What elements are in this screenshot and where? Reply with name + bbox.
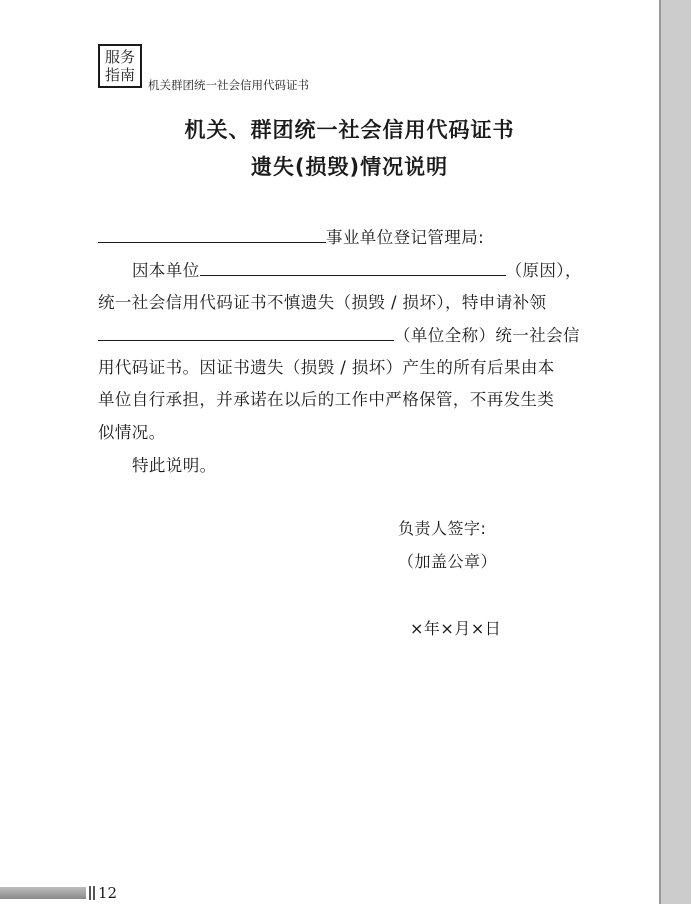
blank-agency <box>98 228 326 243</box>
unit-label: （单位全称）统一社会信 <box>394 326 580 345</box>
footer-bar <box>0 887 86 899</box>
paragraph-line-3 <box>98 322 601 346</box>
date-line: ×年×月×日 <box>410 619 502 638</box>
paragraph-line-4: 用代码证书。因证书遗失（损毁 / 损坏）产生的所有后果由本 <box>98 358 555 377</box>
paragraph-lead: 因本单位 <box>132 261 200 280</box>
page-edge <box>659 0 691 904</box>
addressee-line <box>98 224 601 248</box>
signer-label: 负责人签字: <box>398 519 487 538</box>
blank-reason <box>200 261 506 276</box>
blank-unit-name <box>98 326 394 341</box>
paragraph-line-5: 单位自行承担，并承诺在以后的工作中严格保管，不再发生类 <box>98 390 555 409</box>
closing-line: 特此说明。 <box>132 456 217 475</box>
badge-line-2: 指南 <box>104 66 135 84</box>
seal-label: （加盖公章） <box>398 552 498 571</box>
section-title: 机关群团统一社会信用代码证书 <box>148 78 309 92</box>
footer-separator <box>89 886 91 900</box>
footer-separator <box>93 886 95 900</box>
page-number: 12 <box>98 884 118 902</box>
reason-label: （原因）， <box>505 261 582 280</box>
document-title-line-2: 遗失(损毁)情况说明 <box>250 155 449 179</box>
addressee: 事业单位登记管理局: <box>326 228 485 247</box>
paragraph-line-2: 统一社会信用代码证书不慎遗失（损毁 / 损坏），特申请补领 <box>98 293 547 312</box>
document-title-line-1: 机关、群团统一社会信用代码证书 <box>184 118 515 142</box>
badge-line-1: 服务 <box>104 48 135 66</box>
paragraph-line-1 <box>98 257 601 281</box>
service-guide-badge <box>98 44 142 88</box>
paragraph-line-6: 似情况。 <box>98 423 166 442</box>
